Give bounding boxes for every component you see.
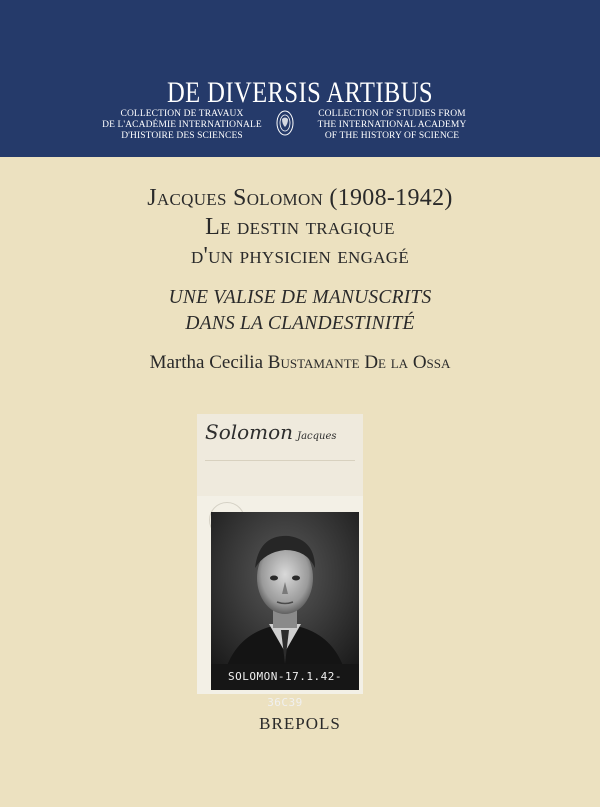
author-name xyxy=(0,351,600,375)
author-first-name: Martha Cecilia xyxy=(149,352,264,373)
book-title-line: d'un physicien engagé xyxy=(190,243,410,269)
book-subtitle-line: DANS LA CLANDESTINITÉ xyxy=(185,313,415,334)
title-block xyxy=(0,184,600,375)
cover-photo xyxy=(197,414,363,709)
signature-firstname: Jacques xyxy=(297,431,337,442)
signature-surname: Solomon xyxy=(205,420,294,444)
publisher-name: BREPOLS xyxy=(259,714,341,733)
series-subtitle-english xyxy=(302,109,482,142)
series-en-line: THE INTERNATIONAL ACADEMY xyxy=(317,120,467,130)
series-en-line: COLLECTION OF STUDIES FROM xyxy=(318,109,466,119)
portrait-photo xyxy=(211,512,359,709)
series-fr-line: DE L'ACADÉMIE INTERNATIONALE xyxy=(102,120,262,130)
series-band xyxy=(0,0,600,157)
author-last-name: Bustamante De la Ossa xyxy=(267,352,451,373)
series-subtitle-french xyxy=(92,109,272,142)
book-title-line: Le destin tragique xyxy=(205,214,395,240)
photo-mount xyxy=(197,496,363,709)
book-subtitle-line: UNE VALISE DE MANUSCRITS xyxy=(168,287,432,308)
series-en-line: OF THE HISTORY OF SCIENCE xyxy=(324,131,460,141)
signature xyxy=(205,420,337,444)
card-rule xyxy=(205,460,355,461)
series-fr-line: D'HISTOIRE DES SCIENCES xyxy=(121,131,243,141)
book-title-line: Jacques Solomon (1908-1942) xyxy=(147,185,453,211)
academy-seal-icon xyxy=(276,110,294,136)
book-subtitle xyxy=(0,285,600,337)
id-plate: SOLOMON-17.1.42-36C39 xyxy=(211,664,359,690)
series-title: DE DIVERSIS ARTIBUS xyxy=(166,76,434,109)
series-fr-line: COLLECTION DE TRAVAUX xyxy=(120,109,244,119)
index-card xyxy=(197,414,363,497)
